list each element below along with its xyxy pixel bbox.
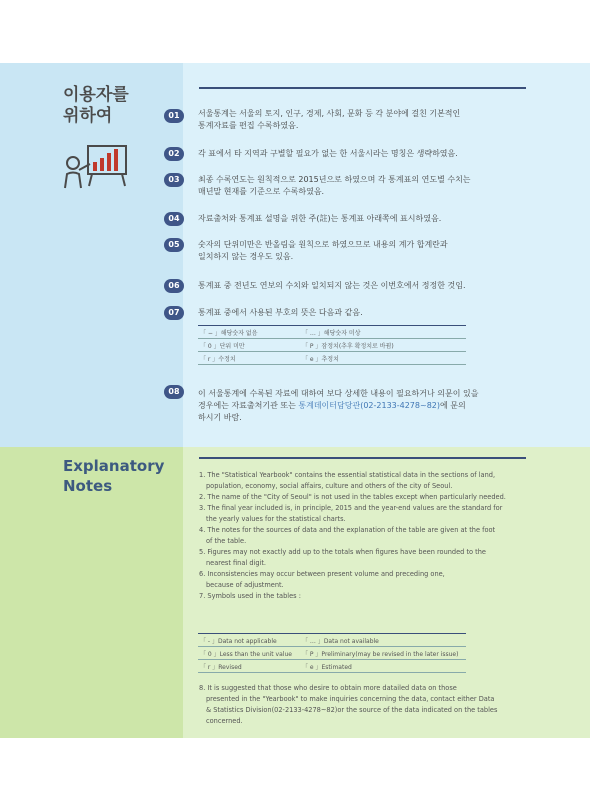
item-number-08: 08 xyxy=(164,385,184,399)
korean-title-line1: 이용자를 xyxy=(63,85,129,105)
item-number-05: 05 xyxy=(164,238,184,252)
symbol-row xyxy=(198,352,466,365)
korean-item-05-line2: 일치하지 않는 경우도 있음. xyxy=(198,252,294,261)
korean-item-03 xyxy=(198,174,528,198)
item-number-04: 04 xyxy=(164,212,184,226)
korean-title-line2: 위하여 xyxy=(63,106,113,126)
symbol-cell: 「 − 」해당숫자 없음 xyxy=(200,330,258,337)
korean-item-03-line2: 매년말 현재를 기준으로 수록하였음. xyxy=(198,187,325,196)
korean-item-07-line1: 통계표 중에서 사용된 부호의 뜻은 다음과 같음. xyxy=(198,308,363,317)
english-note-5: 5. Figures may not exactly add up to the totals when figures have been rounded to the nearest final digit. xyxy=(199,548,486,567)
english-note-3: 3. The final year included is, in principle, 2015 and the year-end values are the standard for the yearly values for the statistical charts. xyxy=(199,504,503,523)
korean-item-04-line1: 자료출처와 통계표 설명을 위한 주(註)는 통계표 아래쪽에 표시하였음. xyxy=(198,214,442,223)
symbol-cell: 「 0 」단위 미만 xyxy=(200,343,245,350)
korean-item-05 xyxy=(198,239,528,263)
korean-item-01-line1: 서울통계는 서울의 토지, 인구, 경제, 사회, 문화 등 각 분야에 걸친 기본적인 xyxy=(198,109,461,118)
item-number-03: 03 xyxy=(164,173,184,187)
english-symbol-table xyxy=(198,633,466,673)
symbol-cell: 「 r 」수정치 xyxy=(200,356,236,363)
korean-item-03-line1: 최종 수록연도는 원칙적으로 2015년으로 하였으며 각 통계표의 연도별 수치는 xyxy=(198,175,471,184)
korean-item-06-line1: 통계표 중 전년도 연보의 수치와 일치되지 않는 것은 이번호에서 정정한 것임. xyxy=(198,281,466,290)
korean-item-08-line2: 경우에는 자료출처기관 또는 통계데이터담당관(02-2133-4278~82)에 문의 xyxy=(198,401,466,410)
symbol-cell: 「 - 」Data not applicable xyxy=(200,638,277,645)
korean-item-06 xyxy=(198,280,528,292)
korean-item-05-line1: 숫자의 단위미만은 반올림을 원칙으로 하였으므로 내용의 계가 합계란과 xyxy=(198,240,448,249)
english-title-line1: Explanatory xyxy=(63,457,165,475)
korean-item-07 xyxy=(198,307,528,319)
english-note-1: 1. The "Statistical Yearbook" contains the essential statistical data in the sections of land, population, economy, social affairs, culture and others of the city of Seoul. xyxy=(199,471,496,490)
statistics-office-contact-link[interactable]: 통계데이터담당관(02-2133-4278~82) xyxy=(298,401,440,410)
english-note-4: 4. The notes for the sources of data and the explanation of the table are given at the foot of the table. xyxy=(199,526,496,545)
symbol-cell: 「 e 」추정치 xyxy=(302,356,339,363)
english-title-line2: Notes xyxy=(63,477,113,495)
korean-item-02-line1: 각 표에서 타 지역과 구별할 필요가 없는 한 서울시라는 명칭은 생략하였음. xyxy=(198,149,458,158)
symbol-cell: 「 r 」Revised xyxy=(200,664,242,671)
symbol-row xyxy=(198,633,466,647)
korean-title xyxy=(63,85,129,127)
item-number-06: 06 xyxy=(164,279,184,293)
english-note-6: 6. Inconsistencies may occur between present volume and preceding one, because of adjustment. xyxy=(199,570,445,589)
english-title xyxy=(63,456,164,496)
korean-item-08-line1: 이 서울통계에 수록된 자료에 대하여 보다 상세한 내용이 필요하거나 의문이 있을 xyxy=(198,389,479,398)
english-note-2: 2. The name of the "City of Seoul" is not used in the tables except when particularly needed. xyxy=(199,493,506,501)
item-number-07: 07 xyxy=(164,306,184,320)
item-number-01: 01 xyxy=(164,109,184,123)
symbol-cell: 「 0 」Less than the unit value xyxy=(200,651,292,658)
item-number-02: 02 xyxy=(164,147,184,161)
symbol-row xyxy=(198,325,466,339)
symbol-cell: 「 P 」Preliminary(may be revised in the later issue) xyxy=(302,651,459,658)
symbol-cell: 「 … 」해당숫자 미상 xyxy=(302,330,361,337)
korean-item-04 xyxy=(198,213,528,225)
symbol-row xyxy=(198,660,466,673)
symbol-cell: 「 P 」잠정치(추후 확정치로 바뀜) xyxy=(302,343,394,350)
korean-item-01 xyxy=(198,108,528,132)
english-note-8: 8. It is suggested that those who desire to obtain more datailed data on those presented in the "Yearbook" to make inquiries concerning the data, contact either Data & Statistics Division(02-2133-4278~82)or the source of the data indicated on the tables concerned. xyxy=(199,684,498,725)
symbol-row xyxy=(198,339,466,352)
symbol-row xyxy=(198,647,466,660)
symbol-cell: 「 e 」Estimated xyxy=(302,664,352,671)
korean-header-rule xyxy=(199,87,526,89)
korean-item-01-line2: 통계자료를 편집 수록하였음. xyxy=(198,121,299,130)
korean-item-08-line3: 하시기 바람. xyxy=(198,413,242,422)
korean-symbol-table xyxy=(198,325,466,365)
korean-item-08 xyxy=(198,388,538,424)
english-header-rule xyxy=(199,457,526,459)
korean-item-02 xyxy=(198,148,528,160)
person-presenting-chart-icon xyxy=(62,140,132,192)
english-note-7: 7. Symbols used in the tables : xyxy=(199,592,301,600)
english-notes-list xyxy=(199,470,529,602)
symbol-cell: 「 … 」Data not available xyxy=(302,638,379,645)
